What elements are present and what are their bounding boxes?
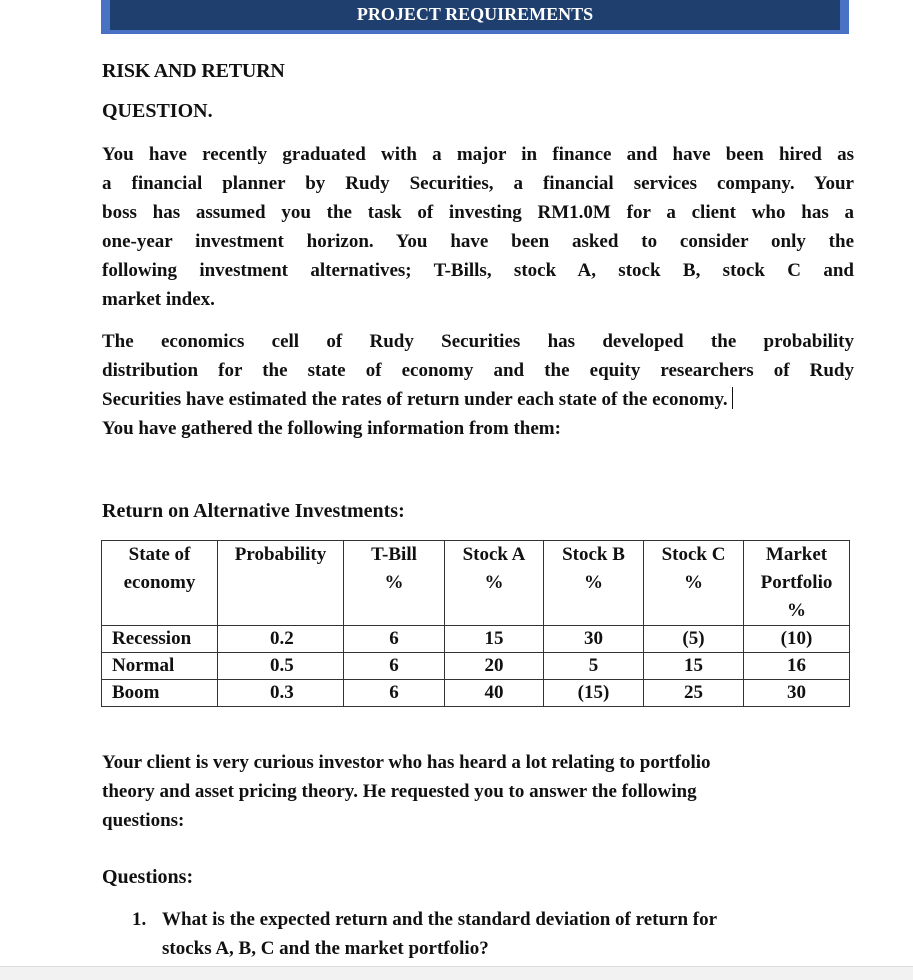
bottom-scroll-strip bbox=[0, 966, 913, 980]
column-header: State of economy bbox=[102, 541, 218, 626]
question-list bbox=[132, 905, 852, 963]
question-text bbox=[162, 905, 852, 963]
table-row bbox=[102, 626, 850, 653]
column-header: Market Portfolio % bbox=[744, 541, 850, 626]
paragraph-line: market index. bbox=[102, 289, 215, 310]
economics-paragraph bbox=[102, 327, 854, 443]
table-cell: (15) bbox=[544, 680, 644, 707]
page-title: PROJECT REQUIREMENTS bbox=[110, 0, 840, 30]
paragraph-line: boss has assumed you the task of investing RM1.0M for a client who has a bbox=[102, 202, 854, 223]
question-number: 1. bbox=[132, 909, 147, 930]
header-banner bbox=[101, 0, 849, 34]
text-cursor bbox=[732, 387, 734, 409]
column-header: Probability bbox=[218, 541, 344, 626]
column-header: Stock B % bbox=[544, 541, 644, 626]
paragraph-line: distribution for the state of economy and the equity researchers of Rudy bbox=[102, 360, 854, 381]
returns-table bbox=[101, 540, 850, 707]
paragraph-line: following investment alternatives; T-Bills, stock A, stock B, stock C and bbox=[102, 260, 854, 281]
paragraph-line: Your client is very curious investor who has heard a lot relating to portfolio bbox=[102, 752, 711, 773]
section-heading: RISK AND RETURN bbox=[102, 60, 285, 82]
table-cell: 15 bbox=[445, 626, 544, 653]
table-cell: (5) bbox=[644, 626, 744, 653]
table-cell: 40 bbox=[445, 680, 544, 707]
table-cell: 16 bbox=[744, 653, 850, 680]
table-cell: 6 bbox=[344, 653, 445, 680]
paragraph-line: theory and asset pricing theory. He requested you to answer the following bbox=[102, 781, 697, 802]
question-line: stocks A, B, C and the market portfolio? bbox=[162, 938, 489, 959]
column-header: Stock A % bbox=[445, 541, 544, 626]
table-cell: 6 bbox=[344, 680, 445, 707]
table-row bbox=[102, 680, 850, 707]
intro-paragraph bbox=[102, 140, 854, 314]
table-cell: 0.3 bbox=[218, 680, 344, 707]
paragraph-line: You have gathered the following information from them: bbox=[102, 418, 561, 439]
paragraph-line: The economics cell of Rudy Securities has developed the probability bbox=[102, 331, 854, 352]
paragraph-line: questions: bbox=[102, 810, 185, 831]
client-paragraph bbox=[102, 748, 862, 835]
paragraph-line-text: Securities have estimated the rates of return under each state of the economy. bbox=[102, 389, 728, 410]
table-cell: 25 bbox=[644, 680, 744, 707]
list-item bbox=[132, 905, 852, 963]
table-cell: 0.2 bbox=[218, 626, 344, 653]
table-header-row bbox=[102, 541, 850, 626]
paragraph-line: You have recently graduated with a major in finance and have been hired as bbox=[102, 144, 854, 165]
column-header: T-Bill % bbox=[344, 541, 445, 626]
table-cell: 20 bbox=[445, 653, 544, 680]
column-header: Stock C % bbox=[644, 541, 744, 626]
paragraph-line-with-caret bbox=[102, 385, 854, 414]
table-cell: 30 bbox=[544, 626, 644, 653]
question-line: What is the expected return and the standard deviation of return for bbox=[162, 909, 718, 930]
table-cell: Normal bbox=[102, 653, 218, 680]
paragraph-line: one-year investment horizon. You have been asked to consider only the bbox=[102, 231, 854, 252]
table-cell: 6 bbox=[344, 626, 445, 653]
table-row bbox=[102, 653, 850, 680]
table-cell: Boom bbox=[102, 680, 218, 707]
table-cell: 5 bbox=[544, 653, 644, 680]
question-heading: QUESTION. bbox=[102, 100, 213, 122]
paragraph-line: a financial planner by Rudy Securities, a financial services company. Your bbox=[102, 173, 854, 194]
questions-heading: Questions: bbox=[102, 866, 194, 888]
table-cell: 15 bbox=[644, 653, 744, 680]
table-title: Return on Alternative Investments: bbox=[102, 500, 405, 522]
table-cell: Recession bbox=[102, 626, 218, 653]
table-cell: 0.5 bbox=[218, 653, 344, 680]
table-cell: (10) bbox=[744, 626, 850, 653]
table-cell: 30 bbox=[744, 680, 850, 707]
